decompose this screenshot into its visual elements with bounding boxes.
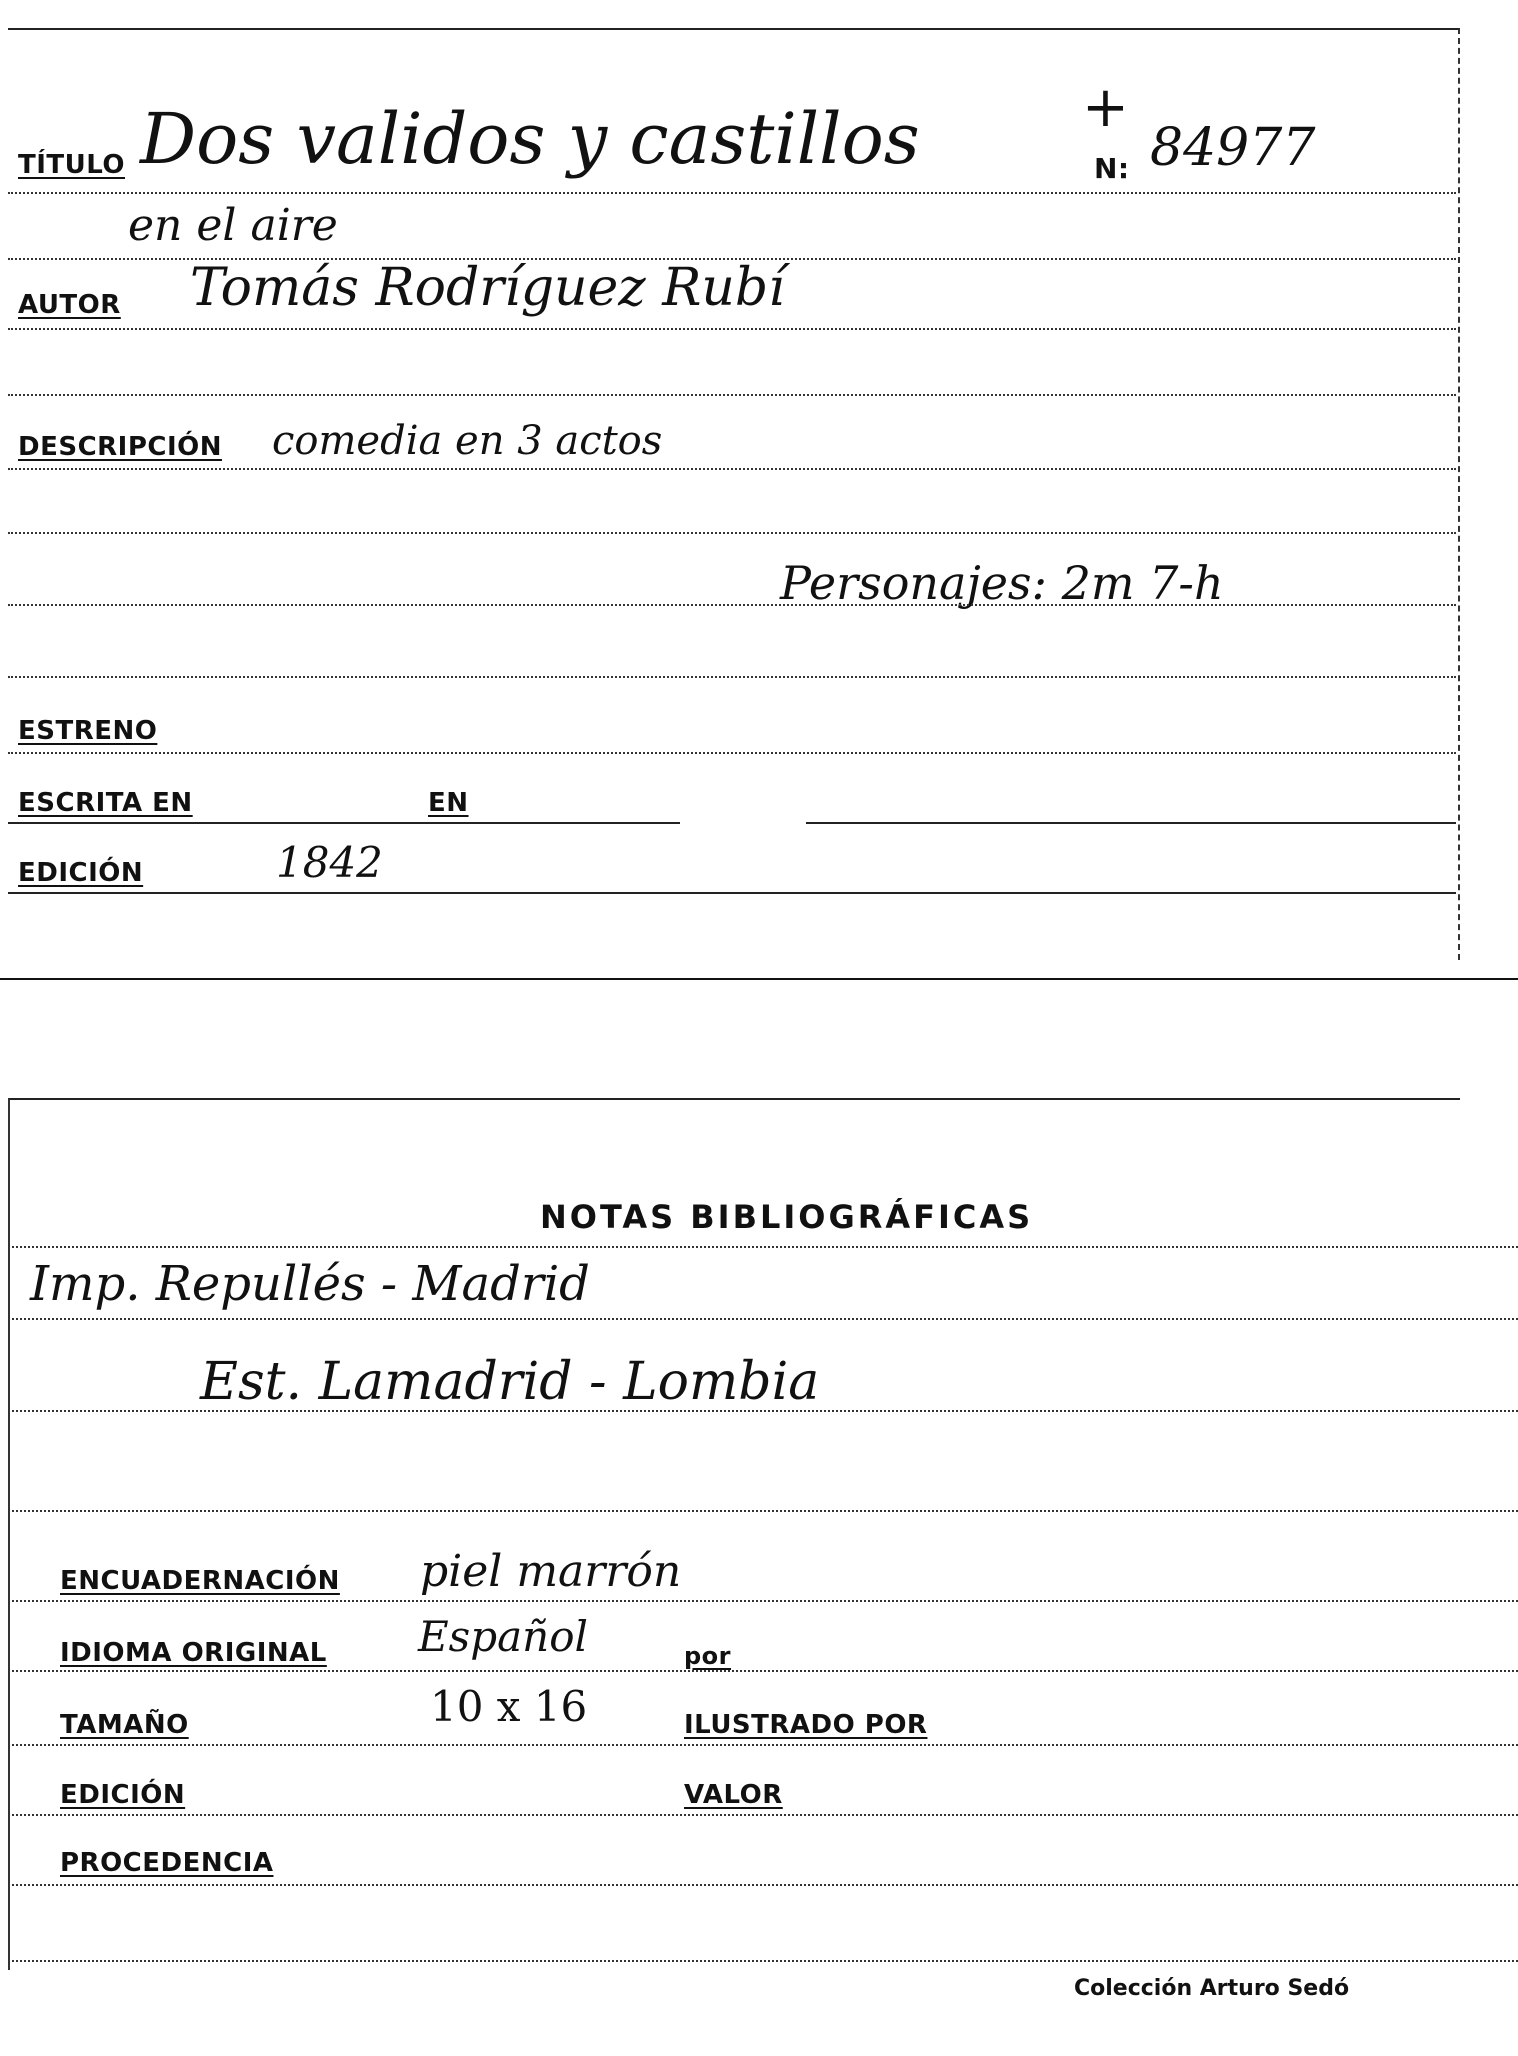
idioma-rule — [8, 1670, 1518, 1672]
edicion-label-bottom: EDICIÓN — [60, 1780, 186, 1810]
personajes-value: Personajes: 2m 7-h — [780, 556, 1224, 610]
note-line-1: Imp. Repullés - Madrid — [30, 1256, 590, 1312]
notas-heading: NOTAS BIBLIOGRÁFICAS — [540, 1198, 1034, 1236]
encuadernacion-label: ENCUADERNACIÓN — [60, 1566, 340, 1596]
por-label: por — [684, 1642, 732, 1670]
descripcion-rule-2 — [8, 532, 1456, 534]
final-rule — [8, 1960, 1518, 1962]
autor-label: AUTOR — [18, 290, 121, 320]
heading-rule — [8, 1246, 1518, 1248]
collection-credit: Colección Arturo Sedó — [1074, 1976, 1350, 2001]
escrita-en-label: ESCRITA EN — [18, 788, 193, 818]
procedencia-rule — [8, 1884, 1518, 1886]
note-rule-1 — [8, 1318, 1518, 1320]
card-separator — [0, 978, 1518, 980]
numero-value: 84977 — [1150, 118, 1316, 178]
escrita-rule-right — [806, 822, 1456, 824]
escrita-rule-left — [8, 822, 680, 824]
titulo-value: Dos validos y castillos — [140, 98, 920, 180]
descripcion-rule — [8, 468, 1456, 470]
titulo-value-line-2: en el aire — [128, 200, 338, 251]
note-rule-3 — [8, 1510, 1518, 1512]
blank-rule — [8, 676, 1456, 678]
note-rule-2 — [8, 1410, 1518, 1412]
titulo-label: TÍTULO — [18, 150, 125, 180]
edicion-rule-bottom — [8, 1814, 1518, 1816]
autor-value: Tomás Rodríguez Rubí — [190, 258, 785, 318]
encuadernacion-value: piel marrón — [420, 1546, 682, 1597]
encuadernacion-rule — [8, 1600, 1518, 1602]
idioma-value: Español — [418, 1612, 588, 1661]
note-line-2: Est. Lamadrid - Lombia — [200, 1352, 820, 1412]
edicion-rule — [8, 892, 1456, 894]
estreno-label: ESTRENO — [18, 716, 158, 746]
tamano-label: TAMAÑO — [60, 1710, 189, 1740]
tamano-rule — [8, 1744, 1518, 1746]
valor-label: VALOR — [684, 1780, 783, 1810]
estreno-rule — [8, 752, 1456, 754]
titulo-rule — [8, 192, 1456, 194]
cross-mark: + — [1082, 75, 1129, 140]
descripcion-label: DESCRIPCIÓN — [18, 432, 223, 462]
personajes-rule — [8, 604, 1456, 606]
autor-rule-2 — [8, 394, 1456, 396]
descripcion-value: comedia en 3 actos — [272, 418, 663, 464]
autor-rule — [8, 328, 1456, 330]
tamano-value: 10 x 16 — [430, 1682, 588, 1731]
procedencia-label: PROCEDENCIA — [60, 1848, 274, 1878]
en-label: EN — [428, 788, 469, 818]
edicion-label: EDICIÓN — [18, 858, 144, 888]
idioma-label: IDIOMA ORIGINAL — [60, 1638, 327, 1668]
edicion-value: 1842 — [276, 838, 383, 887]
ilustrado-label: ILUSTRADO POR — [684, 1710, 928, 1740]
numero-label: N: — [1094, 152, 1130, 185]
